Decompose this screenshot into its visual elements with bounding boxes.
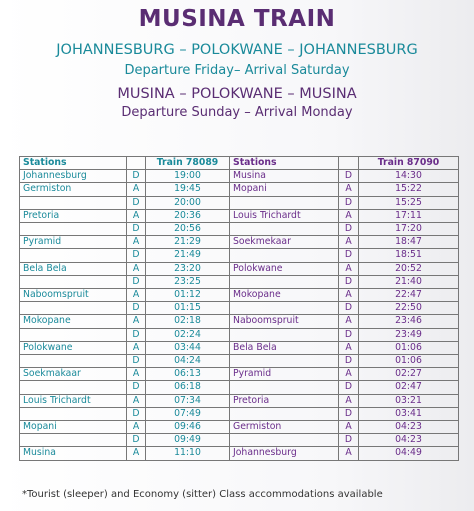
right-arr-dep-cell: A	[339, 289, 359, 302]
right-station-cell: Germiston	[230, 421, 339, 434]
left-time-cell: 06:18	[146, 381, 230, 394]
table-row	[20, 447, 459, 460]
right-station-cell: Pyramid	[230, 368, 339, 381]
right-station-cell: Musina	[230, 170, 339, 183]
table-row	[20, 421, 459, 434]
left-arr-dep-cell: A	[127, 368, 146, 381]
left-ad-header	[127, 157, 146, 170]
right-time-cell: 18:51	[359, 249, 459, 262]
left-station-cell: Pyramid	[20, 236, 127, 249]
left-time-cell: 04:24	[146, 355, 230, 368]
right-arr-dep-cell: A	[339, 421, 359, 434]
right-time-cell: 01:06	[359, 355, 459, 368]
table-row	[20, 381, 459, 394]
left-station-cell	[20, 249, 127, 262]
right-time-cell: 20:52	[359, 262, 459, 275]
right-time-cell: 23:49	[359, 328, 459, 341]
left-time-cell: 21:29	[146, 236, 230, 249]
left-arr-dep-cell: D	[127, 275, 146, 288]
right-time-cell: 22:47	[359, 289, 459, 302]
left-arr-dep-cell: D	[127, 328, 146, 341]
table-row	[20, 196, 459, 209]
left-time-cell: 20:36	[146, 209, 230, 222]
right-arr-dep-cell: A	[339, 447, 359, 460]
left-station-cell: Bela Bela	[20, 262, 127, 275]
left-time-cell: 09:49	[146, 434, 230, 447]
table-row	[20, 434, 459, 447]
right-time-cell: 14:30	[359, 170, 459, 183]
left-station-cell: Polokwane	[20, 341, 127, 354]
left-station-cell: Mopani	[20, 421, 127, 434]
left-station-cell	[20, 328, 127, 341]
left-time-cell: 11:10	[146, 447, 230, 460]
left-arr-dep-cell: A	[127, 183, 146, 196]
right-arr-dep-cell: A	[339, 341, 359, 354]
right-train-header: Train 87090	[359, 157, 459, 170]
right-ad-header	[339, 157, 359, 170]
right-time-cell: 03:21	[359, 394, 459, 407]
right-station-cell	[230, 381, 339, 394]
left-station-cell	[20, 434, 127, 447]
right-arr-dep-cell: A	[339, 236, 359, 249]
left-arr-dep-cell: D	[127, 170, 146, 183]
right-time-cell: 02:27	[359, 368, 459, 381]
route-1-schedule: Departure Friday– Arrival Saturday	[124, 63, 350, 78]
table-row	[20, 236, 459, 249]
right-arr-dep-cell: D	[339, 434, 359, 447]
left-station-cell	[20, 407, 127, 420]
left-station-cell: Soekmakaar	[20, 368, 127, 381]
right-station-cell: Polokwane	[230, 262, 339, 275]
left-station-cell: Pretoria	[20, 209, 127, 222]
right-station-cell	[230, 328, 339, 341]
right-station-cell	[230, 275, 339, 288]
route-2-schedule: Departure Sunday – Arrival Monday	[121, 105, 353, 120]
left-station-cell: Musina	[20, 447, 127, 460]
left-time-cell: 03:44	[146, 341, 230, 354]
table-row	[20, 275, 459, 288]
left-time-cell: 07:49	[146, 407, 230, 420]
right-arr-dep-cell: D	[339, 275, 359, 288]
left-arr-dep-cell: A	[127, 394, 146, 407]
right-time-cell: 22:50	[359, 302, 459, 315]
left-arr-dep-cell: D	[127, 407, 146, 420]
right-arr-dep-cell: D	[339, 407, 359, 420]
table-row	[20, 355, 459, 368]
left-station-cell: Naboomspruit	[20, 289, 127, 302]
left-time-cell: 20:56	[146, 223, 230, 236]
right-time-cell: 23:46	[359, 315, 459, 328]
right-time-cell: 18:47	[359, 236, 459, 249]
right-time-cell: 03:41	[359, 407, 459, 420]
right-arr-dep-cell: D	[339, 355, 359, 368]
route-1-title: JOHANNESBURG – POLOKWANE – JOHANNESBURG	[56, 42, 418, 58]
right-station-cell: Mokopane	[230, 289, 339, 302]
right-time-cell: 17:20	[359, 223, 459, 236]
right-time-cell: 21:40	[359, 275, 459, 288]
route-2-title: MUSINA – POLOKWANE – MUSINA	[117, 86, 357, 102]
left-time-cell: 23:20	[146, 262, 230, 275]
table-row	[20, 262, 459, 275]
right-station-cell	[230, 434, 339, 447]
table-row	[20, 302, 459, 315]
right-arr-dep-cell: A	[339, 209, 359, 222]
left-time-cell: 01:15	[146, 302, 230, 315]
left-station-cell	[20, 302, 127, 315]
left-time-cell: 19:45	[146, 183, 230, 196]
footer-note: *Tourist (sleeper) and Economy (sitter) Class accommodations available	[22, 489, 383, 500]
left-time-cell: 02:18	[146, 315, 230, 328]
right-arr-dep-cell: A	[339, 368, 359, 381]
left-time-cell: 06:13	[146, 368, 230, 381]
right-time-cell: 04:49	[359, 447, 459, 460]
table-row	[20, 223, 459, 236]
left-arr-dep-cell: D	[127, 434, 146, 447]
right-arr-dep-cell: A	[339, 394, 359, 407]
left-arr-dep-cell: D	[127, 249, 146, 262]
right-arr-dep-cell: D	[339, 170, 359, 183]
right-station-cell	[230, 249, 339, 262]
left-arr-dep-cell: A	[127, 209, 146, 222]
left-station-cell: Germiston	[20, 183, 127, 196]
right-station-cell: Louis Trichardt	[230, 209, 339, 222]
right-station-cell: Johannesburg	[230, 447, 339, 460]
left-arr-dep-cell: A	[127, 447, 146, 460]
left-station-cell	[20, 275, 127, 288]
right-arr-dep-cell: A	[339, 183, 359, 196]
left-time-cell: 20:00	[146, 196, 230, 209]
left-arr-dep-cell: D	[127, 196, 146, 209]
left-arr-dep-cell: A	[127, 289, 146, 302]
table-row	[20, 289, 459, 302]
right-station-cell	[230, 196, 339, 209]
left-station-cell	[20, 381, 127, 394]
left-arr-dep-cell: D	[127, 381, 146, 394]
left-time-cell: 19:00	[146, 170, 230, 183]
left-station-cell: Louis Trichardt	[20, 394, 127, 407]
right-arr-dep-cell: D	[339, 381, 359, 394]
right-time-cell: 04:23	[359, 421, 459, 434]
left-time-cell: 02:24	[146, 328, 230, 341]
right-arr-dep-cell: A	[339, 262, 359, 275]
left-stations-header: Stations	[20, 157, 127, 170]
timetable-header-row	[20, 157, 459, 170]
page-title: MUSINA TRAIN	[138, 6, 336, 32]
table-row	[20, 368, 459, 381]
right-station-cell	[230, 223, 339, 236]
left-time-cell: 01:12	[146, 289, 230, 302]
right-station-cell	[230, 407, 339, 420]
table-row	[20, 407, 459, 420]
right-time-cell: 17:11	[359, 209, 459, 222]
left-arr-dep-cell: D	[127, 355, 146, 368]
left-arr-dep-cell: A	[127, 341, 146, 354]
right-station-cell: Soekmekaar	[230, 236, 339, 249]
right-station-cell	[230, 355, 339, 368]
left-station-cell	[20, 196, 127, 209]
left-station-cell	[20, 223, 127, 236]
right-arr-dep-cell: D	[339, 249, 359, 262]
right-time-cell: 01:06	[359, 341, 459, 354]
right-arr-dep-cell: D	[339, 328, 359, 341]
table-row	[20, 394, 459, 407]
table-row	[20, 341, 459, 354]
left-arr-dep-cell: D	[127, 223, 146, 236]
right-station-cell: Pretoria	[230, 394, 339, 407]
left-arr-dep-cell: A	[127, 315, 146, 328]
left-time-cell: 21:49	[146, 249, 230, 262]
timetable	[19, 156, 459, 461]
table-row	[20, 328, 459, 341]
table-row	[20, 170, 459, 183]
left-station-cell: Mokopane	[20, 315, 127, 328]
left-arr-dep-cell: A	[127, 236, 146, 249]
left-arr-dep-cell: D	[127, 302, 146, 315]
table-row	[20, 183, 459, 196]
right-station-cell: Mopani	[230, 183, 339, 196]
right-time-cell: 02:47	[359, 381, 459, 394]
left-station-cell	[20, 355, 127, 368]
left-time-cell: 09:46	[146, 421, 230, 434]
left-time-cell: 23:25	[146, 275, 230, 288]
left-station-cell: Johannesburg	[20, 170, 127, 183]
right-time-cell: 15:22	[359, 183, 459, 196]
right-arr-dep-cell: D	[339, 196, 359, 209]
right-station-cell	[230, 302, 339, 315]
table-row	[20, 209, 459, 222]
left-time-cell: 07:34	[146, 394, 230, 407]
right-time-cell: 15:25	[359, 196, 459, 209]
right-station-cell: Naboomspruit	[230, 315, 339, 328]
right-arr-dep-cell: D	[339, 302, 359, 315]
left-arr-dep-cell: A	[127, 421, 146, 434]
right-stations-header: Stations	[230, 157, 339, 170]
left-arr-dep-cell: A	[127, 262, 146, 275]
right-station-cell: Bela Bela	[230, 341, 339, 354]
right-arr-dep-cell: D	[339, 223, 359, 236]
table-row	[20, 249, 459, 262]
right-time-cell: 04:23	[359, 434, 459, 447]
table-row	[20, 315, 459, 328]
left-train-header: Train 78089	[146, 157, 230, 170]
right-arr-dep-cell: A	[339, 315, 359, 328]
